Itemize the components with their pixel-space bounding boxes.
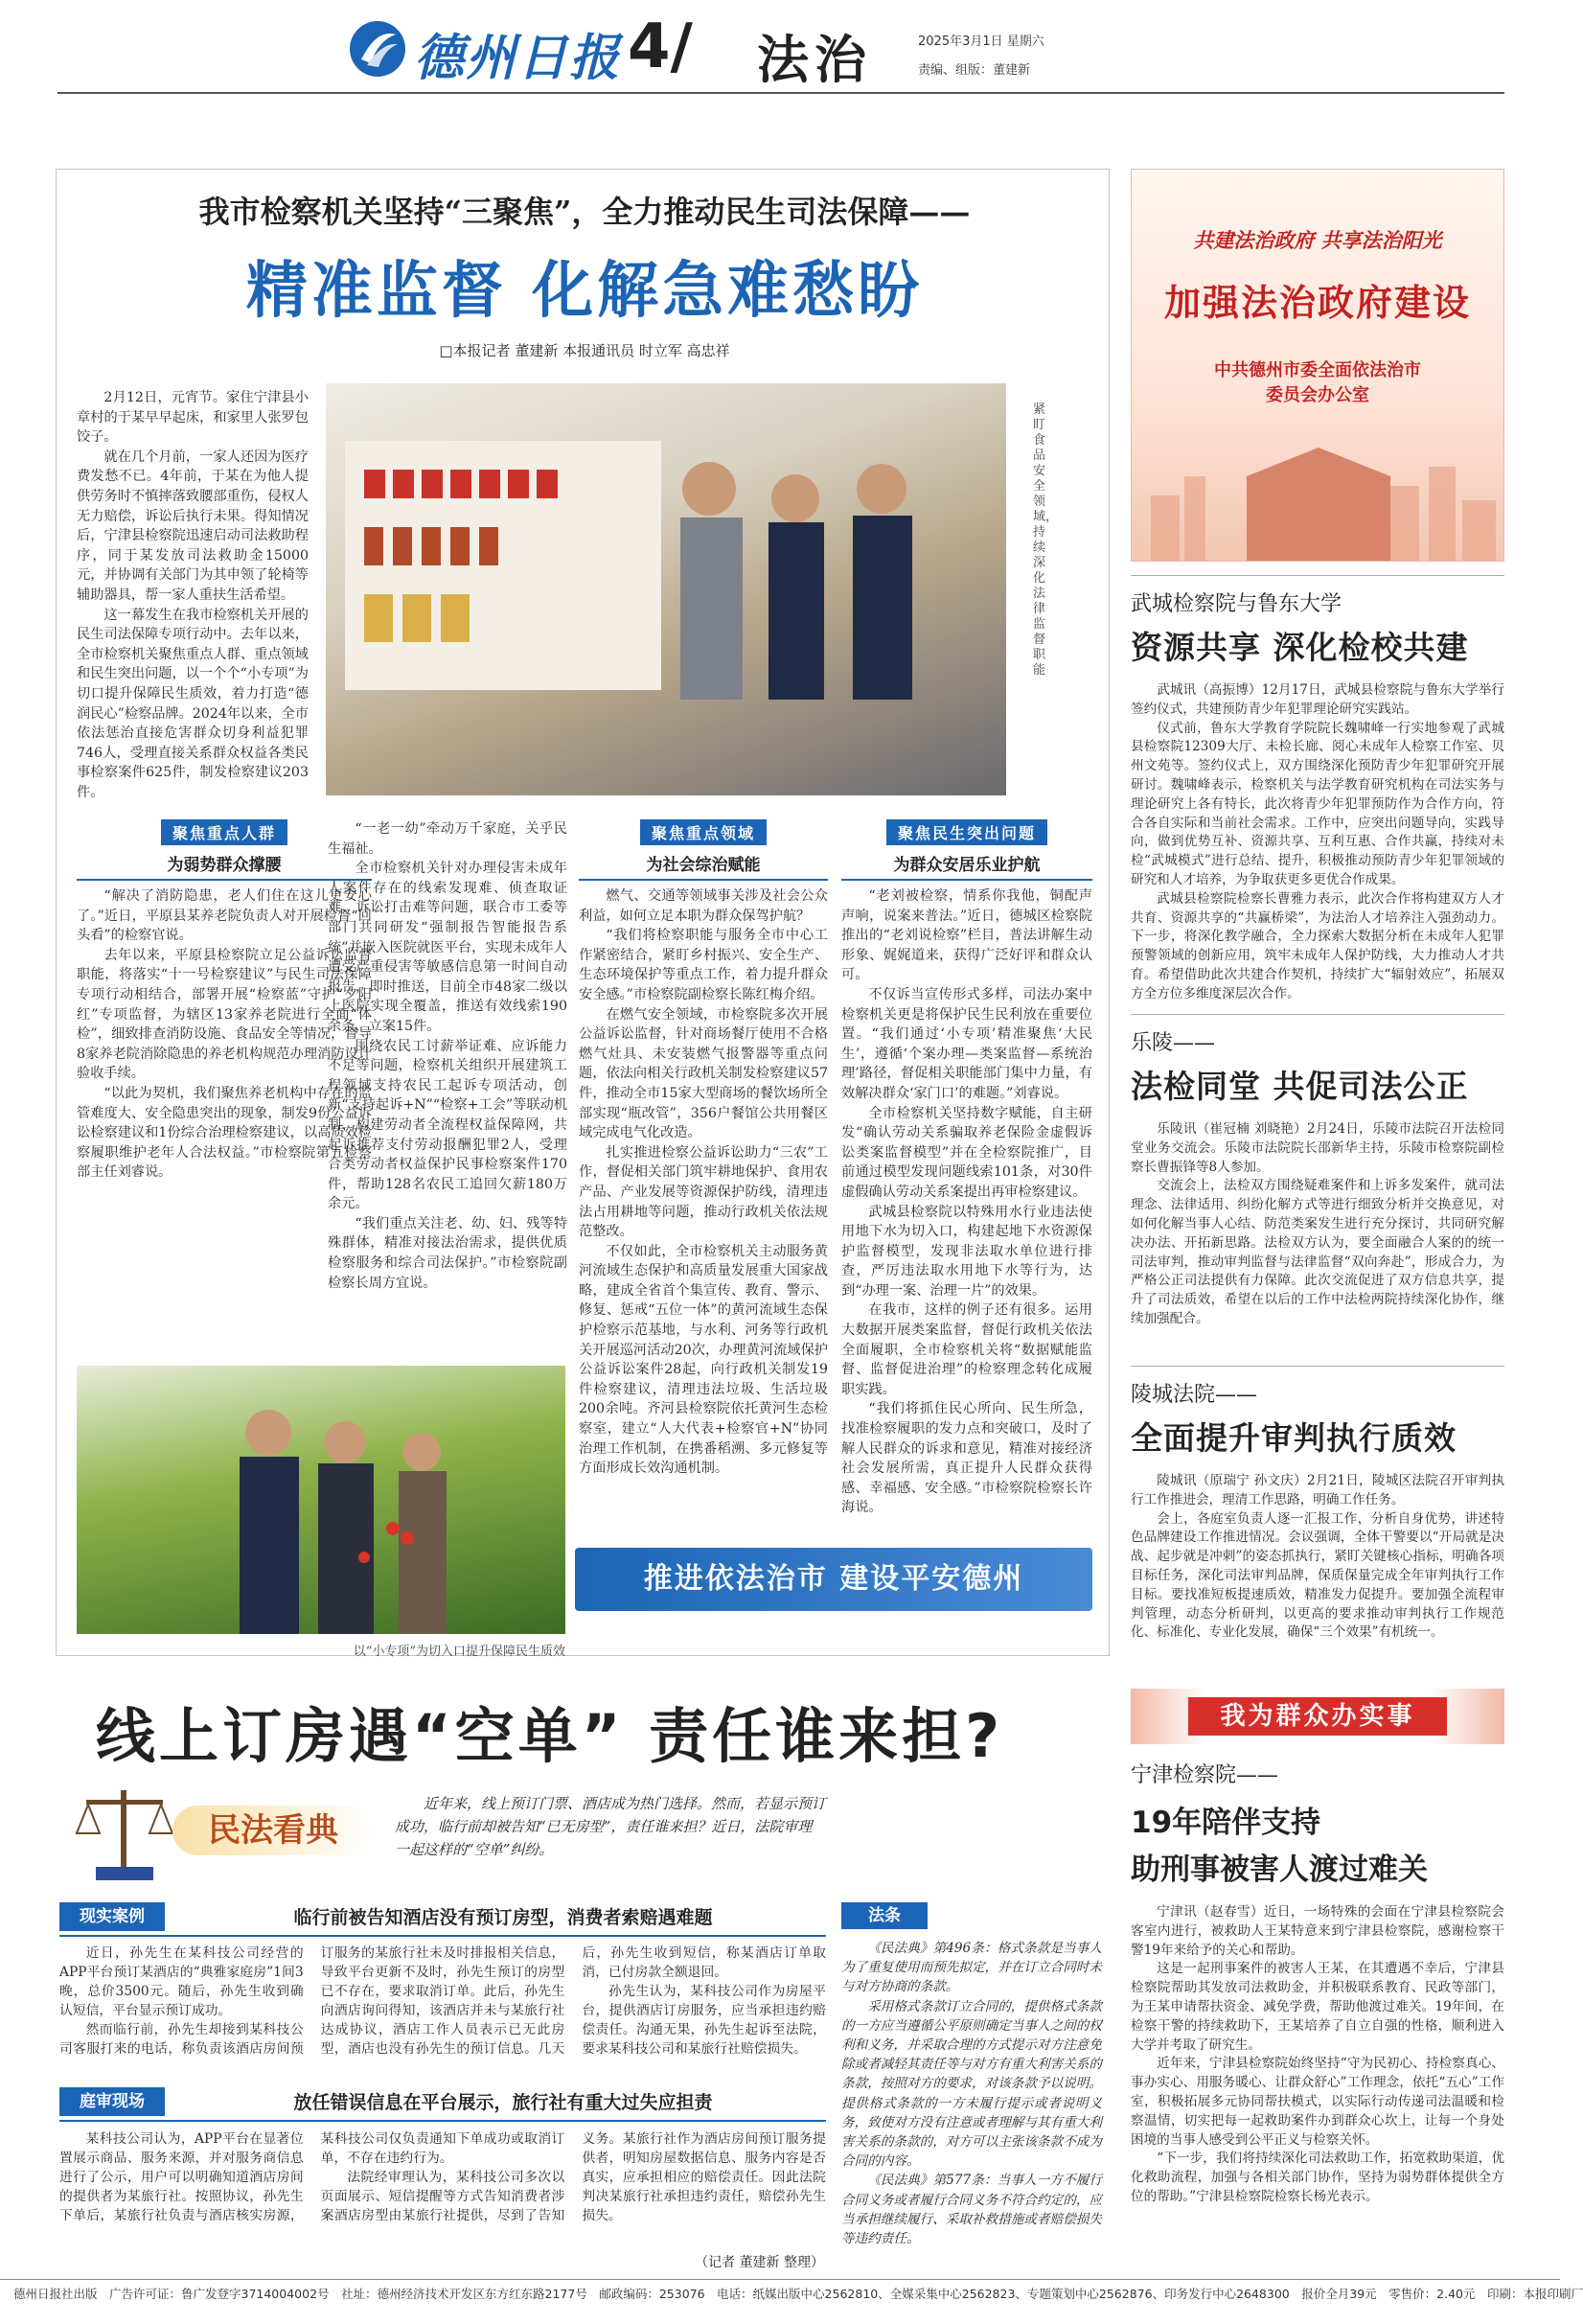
col1-paragraph: 围绕农民工讨薪举证难、应诉能力不足等问题，检察机关组织开展建筑工程领域支持农民工起诉专项活动，创新“支持起诉+N”“检察+工会”等联动机制，构建劳动者全流程权益保障网，共起诉推荐支付劳动报酬犯罪2人，受理合类劳动者权益保护民事检察案件170件，帮助128名农民工追回欠薪180万余元。 bbox=[328, 1038, 567, 1212]
ningjin-pre: 宁津检察院—— bbox=[1131, 1763, 1279, 1787]
story1-paragraph: 武城县检察院检察长曹雅力表示，此次合作将构建双方人才共育、资源共享的“共赢桥梁”，为法治人才培养注入强劲动力。下一步，将深化教学融合，全力探索大数据分析在未成年人犯罪预警领域的创新应用，筑牢未成年人保护防线，大力推动人才共育。希望借助此次共建合作契机，持续扩大“辐射效应”，拓展双方全方位多维度深层次合作。 bbox=[1131, 890, 1504, 1001]
case-rule-1 bbox=[59, 1935, 826, 1937]
newspaper-name: 德州日报 bbox=[414, 29, 622, 87]
story3-paragraph: 会上，各庭室负责人逐一汇报工作，分析自身优势，讲述特色品牌建设工作推进情况。会议强调，全体干警要以“开局就是决战、起步就是冲刺”的姿态抓执行，紧盯关键核心指标，明确各项目标任务，深化司法审判品牌，保质保量完成全年审判执行工作目标。要找准短板提速质效，精准发力促提升。要加强全流程审判管理，动态分析研判，以更高的要求推动审判执行工作规范化、标准化、专业化发展，确保“三个效果”有机统一。 bbox=[1131, 1510, 1504, 1641]
story2-pre: 乐陵—— bbox=[1131, 1031, 1216, 1055]
col1-kicker: 聚焦重点人群 bbox=[161, 819, 287, 845]
story1-pre: 武城检察院与鲁东大学 bbox=[1131, 592, 1342, 616]
slogan-banner bbox=[575, 1548, 1092, 1611]
case-paragraph: 然而临行前，孙先生却接到某科技公司客服打来的电话，称负责该酒店房间预订服务的某旅行社未及时排报相关信息，导致平台更新不及时，孙先生预订的房型已不存在，要求取消订单。此后，孙先生向酒店询问得知，该酒店并未与某旅行社达成协议，酒店工作人员表示已无此房型，酒店也没有孙先生的预订信息。几天后，孙先生收到短信，称某酒店订单取消，已付房款全额退回。 bbox=[59, 1945, 826, 2057]
story3-title: 全面提升审判执行质效 bbox=[1131, 1419, 1457, 1457]
intro-paragraph: 这一幕发生在我市检察机关开展的民生司法保障专项行动中。去年以来，全市检察机关聚焦重点人群、重点领域和民生突出问题，以一个个“小专项”为切口提升保障民生质效，着力打造“德润民心”检察品牌。2024年以来，全市依法惩治直接危害群众切身利益犯罪746人，受理直接关系群众权益各类民事检察案件625件，制发检察建议203件。 bbox=[77, 607, 309, 800]
lead-col2 bbox=[579, 819, 828, 1567]
col1-paragraph: “解决了消防隐患，老人们住在这儿更安心了。”近日，平原县某养老院负责人对开展检督“回头看”的检察官说。 bbox=[77, 888, 372, 944]
ningjin-title-2: 助刑事被害人渡过难关 bbox=[1131, 1852, 1428, 1887]
column-tag-banner bbox=[1131, 1689, 1504, 1744]
col3-paragraph: 全市检察机关坚持数字赋能，自主研发“确认劳动关系骗取养老保险金虚假诉讼类案监督模型”并在全检察院推广，目前通过模型发现问题线索101条，对30件虚假确认劳动关系案提出再审检察建议。 bbox=[841, 1105, 1092, 1200]
story2-paragraph: 交流会上，法检双方围绕疑难案件和上诉多发案件，就司法理念、法律适用、纠纷化解方式等进行细致分析并交换意见，对如何化解当事人心结、防范类案发生进行充分探讨，共同研究解决办法、开拓新思路。法检双方认为，要全面融合人案的的统一司法审判，推动审判监督与法律监督“双向奔赴”，形成合力，为严格公正司法提供有力保障。此次交流促进了双方信息共享，提升了司法质效，希望在以后的工作中法检两院持续深化协作，继续加强配合。 bbox=[1131, 1178, 1504, 1326]
law-paragraph: 采用格式条款订立合同的，提供格式条款的一方应当遵循公平原则确定当事人之间的权利和义务，并采取合理的方式提示对方注意免除或者减轻其责任等与对方有重大利害关系的条款，按照对方的要求，对该条款予以说明。提供格式条款的一方未履行提示或者说明义务，致使对方没有注意或者理解与其有重大利害关系的条款的，对方可以主张该条款不成为合同的内容。 bbox=[841, 1998, 1102, 2170]
photo-greenhouse bbox=[77, 1366, 565, 1634]
col3-paragraph: “我们将抓住民心所向、民生所急，找准检察履职的发力点和突破口，及时了解人民群众的诉求和意见，精准对接经济社会发展所需，真正提升人民群众获得感、幸福感、安全感。”市检察院检察长许海说。 bbox=[841, 1401, 1092, 1516]
case-tag-1-label: 现实案例 bbox=[80, 1907, 145, 1926]
col2-paragraph: 扎实推进检察公益诉讼助力“三农”工作，督促相关部门筑牢耕地保护、食用农产品、产业发展等资源保护防线，清理违法占用耕地等问题，推动行政机关依法规范整改。 bbox=[579, 1144, 828, 1240]
right-story-2 bbox=[1131, 1014, 1504, 1345]
city-skyline-icon bbox=[1132, 448, 1505, 561]
case-body-2 bbox=[59, 2129, 826, 2244]
page-number: 4/ bbox=[628, 12, 693, 82]
law-paragraph: 《民法典》第496条：格式条款是当事人为了重复使用而预先拟定，并在订立合同时未与对方协商的条款。 bbox=[841, 1941, 1102, 1995]
story2-title: 法检同堂 共促司法公正 bbox=[1131, 1068, 1469, 1105]
intro-paragraph: 就在几个月前，一家人还因为医疗费发愁不已。4年前，于某在为他人提供劳务时不慎摔落致腰部重伤，侵权人无力赔偿，诉讼后执行未果。得知情况后，宁津县检察院迅速启动司法救助程序，同于某发放司法救助金15000元，并协调有关部门为其申领了轮椅等辅助器具，帮一家人重扶生活希望。 bbox=[77, 449, 309, 603]
ad-title: 加强法治政府建设 bbox=[1163, 282, 1471, 324]
col2-subhead: 为社会综治赋能 bbox=[579, 851, 828, 881]
story3-paragraph: 陵城讯（原瑞宁 孙文庆）2月21日，陵城区法院召开审判执行工作推进会，理清工作思路，明确工作任务。 bbox=[1131, 1473, 1504, 1507]
case-head-2: 放任错误信息在平台展示，旅行社有重大过失应担责 bbox=[293, 2092, 713, 2113]
section-name: 法治 bbox=[757, 30, 872, 90]
col2-kicker: 聚焦重点领域 bbox=[640, 819, 767, 845]
case-title: 线上订房遇“空单” 责任谁来担? bbox=[96, 1701, 1004, 1771]
civil-code-logo bbox=[67, 1781, 374, 1886]
right-story-1 bbox=[1131, 575, 1504, 1001]
ad-line1: 共建法治政府 共享法治阳光 bbox=[1193, 228, 1442, 252]
lead-col3 bbox=[841, 819, 1092, 1567]
col3-kicker: 聚焦民生突出问题 bbox=[886, 819, 1047, 845]
col1-paragraph: 去年以来，平原县检察院立足公益诉讼监督职能，将落实“十一号检察建议”与民生司法保障专项行动相结合，部署开展“检察蓝”守护“夕阳红”专项监督，为辖区13家养老院进行全面“体检”，细致排查消防设施、食品安全等情况，督导8家养老院消除隐患的养老机构规范办理消防设计验收手续。 bbox=[77, 947, 372, 1082]
col3-paragraph: 武城县检察院以特殊用水行业违法使用地下水为切入口，构建起地下水资源保护监督模型，发现非法取水单位进行排查，严厉违法取水用地下水等行为，达到“办理一案、治理一片”的效果。 bbox=[841, 1204, 1092, 1299]
case-signoff: （记者 董建新 整理） bbox=[695, 2255, 824, 2270]
story2-paragraph: 乐陵讯（崔冠楠 刘晓艳）2月24日，乐陵市法院召开法检同堂业务交流会。乐陵市法院院长邵新华主持，乐陵市检察院副检察长曹振锋等8人参加。 bbox=[1131, 1121, 1504, 1175]
case-body-1 bbox=[59, 1944, 826, 2078]
col2-paragraph: 在燃气安全领域，市检察院多次开展公益诉讼监督，针对商场餐厅使用不合格燃气灶具、未安装燃气报警器等重点问题，依法向相关行政机关制发检察建议57件，推动全市15家大型商场的餐饮场所全部实现“瓶改管”，356户餐馆公共用餐区域完成电气化改造。 bbox=[579, 1006, 828, 1141]
ad-sponsor: 中共德州市委全面依法治市委员会办公室 bbox=[1214, 360, 1421, 405]
ningjin-paragraph: 近年来，宁津县检察院始终坚持“守为民初心、持检察真心、事办实心、用服务暖心、让群众舒心”工作理念，依托“五心”工作室，积极拓展多元协同帮扶模式，以实际行动传递司法温暖和检察温情，切实把每一起救助案件办到群众心坎上，让每一个身处困境的当事人感受到公平正义与检察关怀。 bbox=[1131, 2056, 1504, 2148]
col3-paragraph: 在我市，这样的例子还有很多。运用大数据开展类案监督，督促行政机关依法全面履职，全市检察机关将“数据赋能监督、监督促进治理”的检察理念转化成履职实践。 bbox=[841, 1302, 1092, 1397]
case-paragraph: 近日，孙先生在某科技公司经营的APP平台预订某酒店的“典雅家庭房”1间3晚，总价3500元。随后，孙先生收到确认短信，平台显示预订成功。 bbox=[59, 1945, 304, 2018]
lead-intro bbox=[77, 388, 309, 810]
lead-title: 精准监督 化解急难愁盼 bbox=[245, 256, 924, 327]
editors-line: 责编、组版：董建新 bbox=[918, 63, 1031, 78]
lead-byline: □本报记者 董建新 本报通讯员 时立军 高忠祥 bbox=[439, 342, 730, 359]
intro-paragraph: 2月12日，元宵节。家住宁津县小章村的于某早早起床，和家里人张罗包饺子。 bbox=[77, 390, 309, 446]
case-tag-2-label: 庭审现场 bbox=[80, 2092, 145, 2111]
lead-col1-cont bbox=[328, 819, 567, 1356]
scales-of-justice-icon bbox=[67, 1781, 182, 1886]
photo-food-safety bbox=[326, 383, 1006, 795]
photo1-caption: 紧盯食品安全领域，持续深化法律监督职能 bbox=[1033, 403, 1059, 678]
case-tag-1 bbox=[59, 1902, 165, 1931]
col1-paragraph: “一老一幼”牵动万千家庭，关乎民生福祉。 bbox=[328, 821, 567, 857]
case-intro: 近年来，线上预订门票、酒店成为热门选择。然而，若显示预订成功，临行前却被告知“已无房型”，责任谁来担？近日，法院审理一起这样的“空单”纠纷。 bbox=[395, 1795, 827, 1858]
ningjin-story bbox=[1131, 1759, 1504, 2224]
case-rule-2 bbox=[59, 2120, 826, 2122]
col1-subhead: 为弱势群众撑腰 bbox=[77, 851, 372, 881]
col1-paragraph: “以此为契机，我们聚焦养老机构中存在的监管难度大、安全隐患突出的现象，制发9份公益诉讼检察建议和1份综合治理检察建议，以高质效检察履职维护老年人合法权益。”市检察院第五检察部主任刘睿说。 bbox=[77, 1085, 372, 1181]
slogan-text: 推进依法治市 建设平安德州 bbox=[643, 1562, 1024, 1596]
story1-title: 资源共享 深化检校共建 bbox=[1131, 629, 1469, 666]
law-paragraph: 《民法典》第577条：当事人一方不履行合同义务或者履行合同义务不符合约定的，应当承担继续履行、采取补救措施或者赔偿损失等违约责任。 bbox=[841, 2173, 1102, 2247]
col2-paragraph: “我们将检察职能与服务全市中心工作紧密结合，紧盯乡村振兴、安全生产、生态环境保护等重点工作，着力提升群众安全感。”市检察院副检察长陈红梅介绍。 bbox=[579, 928, 828, 1002]
issue-date: 2025年3月1日 星期六 bbox=[918, 35, 1044, 49]
right-story-3 bbox=[1131, 1366, 1504, 1678]
newspaper-logo-icon bbox=[350, 21, 405, 77]
case-paragraph: 法院经审理认为，某科技公司多次以页面展示、短信提醒等方式告知消费者涉案酒店房型由某旅行社提供，尽到了告知义务。某旅行社作为酒店房间预订服务提供者，明知房屋数据信息、服务内容是否真实，应承担相应的赔偿责任。因此法院判决某旅行社承担违约责任，赔偿孙先生损失。 bbox=[320, 2131, 826, 2223]
case-paragraph: 某科技公司认为，APP平台在显著位置展示商品、服务来源，并对服务商信息进行了公示，用户可以明确知道酒店房间的提供者为某旅行社。按照协议，孙先生下单后，某旅行社负责与酒店核实房源，某科技公司仅负责通知下单成功或取消订单，不存在违约行为。 bbox=[59, 2131, 565, 2223]
case-tag-2 bbox=[59, 2087, 165, 2116]
story1-paragraph: 武城讯（高振博）12月17日，武城县检察院与鲁东大学举行签约仪式，共建预防青少年犯罪理论研究实践站。 bbox=[1131, 682, 1504, 717]
case-head-1: 临行前被告知酒店没有预订房型，消费者索赔遇难题 bbox=[293, 1907, 713, 1928]
footer-rule bbox=[0, 2279, 1560, 2280]
ningjin-paragraph: “下一步，我们将持续深化司法救助工作，拓宽救助渠道，优化救助流程，加强与各相关部门协作，坚持为弱势群体提供全方位的帮助。”宁津县检察院检察长杨光表示。 bbox=[1131, 2151, 1504, 2204]
ningjin-paragraph: 这是一起刑事案件的被害人王某，在其遭遇不幸后，宁津县检察院帮助其发放司法救助金，并积极联系教育、民政等部门，为王某申请帮扶资金、减免学费，帮助他渡过难关。19年间，在检察干警的持续救助下，王某培养了自立自强的性格，顺利进入大学并考取了研究生。 bbox=[1131, 1961, 1504, 2053]
ningjin-title-1: 19年陪伴支持 bbox=[1131, 1806, 1321, 1840]
col3-subhead: 为群众安居乐业护航 bbox=[841, 851, 1092, 881]
case-paragraph: 孙先生认为，某科技公司作为房屋平台，提供酒店订房服务，应当承担违约赔偿责任。沟通无果，孙先生起诉至法院，要求某科技公司和某旅行社赔偿损失。 bbox=[582, 1984, 826, 2057]
law-box bbox=[841, 1902, 1102, 2266]
law-tag: 法条 bbox=[841, 1902, 928, 1929]
ningjin-paragraph: 宁津讯（赵春雪）近日，一场特殊的会面在宁津县检察院会客室内进行，被救助人王某特意来到宁津县检察院，感谢检察干警19年来给予的关心和帮助。 bbox=[1131, 1904, 1504, 1958]
col3-paragraph: 不仅诉当宣传形式多样，司法办案中检察机关更是将保护民生民利放在重要位置。“我们通过‘小专项’精准聚焦‘大民生’，遵循‘个案办理—类案监督—系统治理’路径，督促相关职能部门集中力量，有效解决群众‘家门口’的难题。”刘睿说。 bbox=[841, 986, 1092, 1101]
story1-paragraph: 仪式前，鲁东大学教育学院院长魏啸峰一行实地参观了武城县检察院12309大厅、未检长廊、阅心未成年人检察工作室、贝州文苑等。签约仪式上，双方围绕深化预防青少年犯罪研究开展研讨。魏啸峰表示，检察机关与法学教育研究机构在司法实务与理论研究上各有特长，此次将青少年犯罪预防作为合作方向，符合各自实际和当前社会需求。工作中，应突出问题导向，实践导向，做到优势互补、资源共享、互利互惠、合作共赢，持续对未检“武城模式”进行总结、提升，积极推动预防青少年犯罪领域的研究和人才培养，为争取获更多更优合作成果。 bbox=[1131, 720, 1504, 887]
col1-paragraph: 全市检察机关针对办理侵害未成年人案件存在的线索发现难、侦查取证难、诉讼打击难等问题，联合市工委等部门共同研发“强制报告智能报告系统”并嵌入医院就医平台，实现未成年人遭受严重侵害等敏感信息第一时间自动报告，即时推送，目前全市48家二级以上医院实现全覆盖，推送有效线索190余条，立案15件。 bbox=[328, 861, 567, 1034]
ad-panel bbox=[1131, 169, 1504, 562]
column-tag: 我为群众办实事 bbox=[1188, 1697, 1447, 1736]
lead-kicker: 我市检察机关坚持“三聚焦”，全力推动民生司法保障—— bbox=[198, 194, 971, 230]
masthead-rule bbox=[57, 92, 1504, 94]
col2-paragraph: 不仅如此，全市检察机关主动服务黄河流域生态保护和高质量发展重大国家战略，建成全省首个集宣传、教育、警示、修复、惩戒“五位一体”的黄河流域生态保护检察示范基地，与水利、河务等行政机关开展巡河活动20次，办理黄河流域保护公益诉讼案件28起，向行政机关制发19件检察建议，清理违法垃圾、生活垃圾200余吨。齐河县检察院依托黄河生态检察室，建立“人大代表+检察官+N”协同治理工作机制，在携番稻溯、多元修复等方面形成长效沟通机制。 bbox=[579, 1243, 828, 1477]
civil-code-logo-text: 民法看典 bbox=[172, 1806, 374, 1855]
footer-info: 德州日报社出版 广告许可证：鲁广发登字3714004002号 社址：德州经济技术开发区东方红东路2177号 邮政编码：253076 电话：纸媒出版中心2562810、全媒采集中心2562823、专题策划中心2562876、印务发行中心2648300 报价全月39元 零售价：2.40元 印刷：本报印刷厂 bbox=[13, 2287, 1583, 2301]
col3-paragraph: “老刘被检察，情系你我他，铜配声声响，说案来普法。”近日，德城区检察院推出的“老刘说检察”栏目，普法讲解生动形象、娓娓道来，获得广泛好评和群众认可。 bbox=[841, 888, 1092, 983]
col1-paragraph: “我们重点关注老、幼、妇、残等特殊群体，精准对接法治需求，提供优质检察服务和综合司法保护。”市检察院副检察长周方宜说。 bbox=[328, 1215, 567, 1291]
masthead bbox=[0, 0, 1560, 91]
col2-paragraph: 燃气、交通等领域事关涉及社会公众利益，如何立足本职为群众保驾护航？ bbox=[579, 888, 828, 924]
story3-pre: 陵城法院—— bbox=[1131, 1383, 1258, 1407]
photo2-caption: 以“小专项”为切入口提升保障民生质效 bbox=[353, 1645, 565, 1659]
